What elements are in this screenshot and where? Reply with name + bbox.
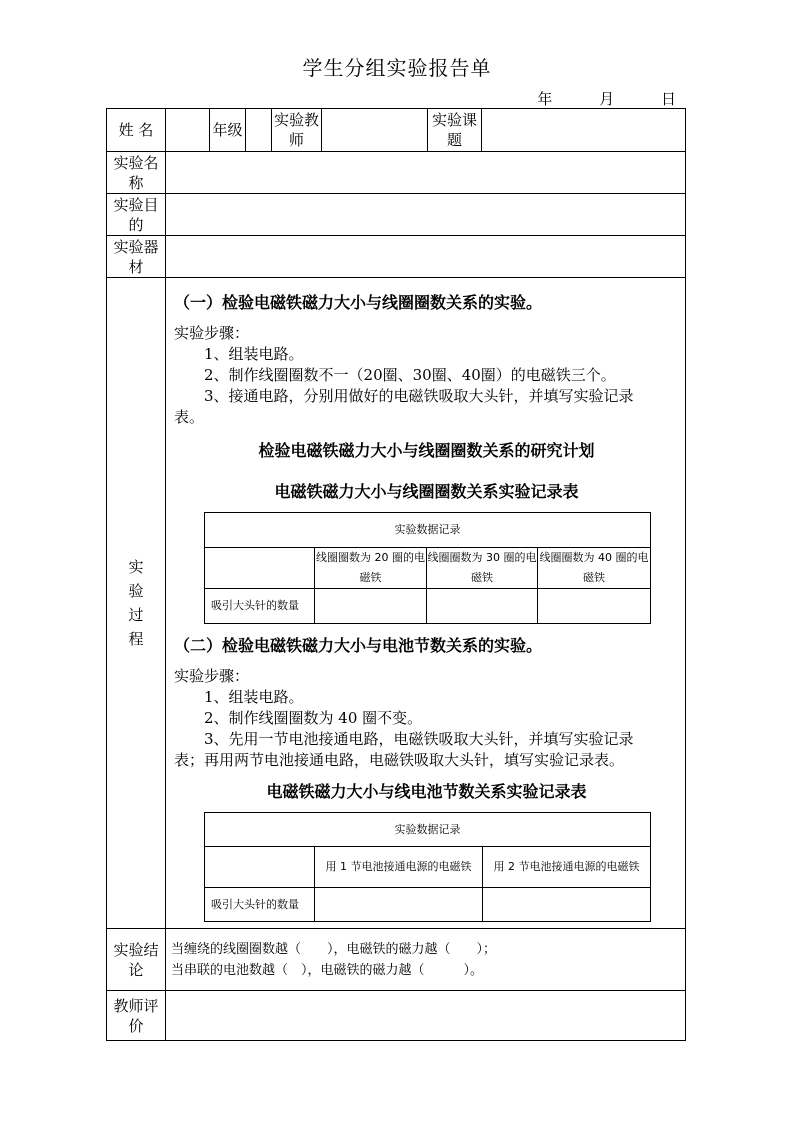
part1-row-label: 吸引大头针的数量 [205, 589, 315, 624]
part1-title: （一）检验电磁铁磁力大小与线圈圈数关系的实验。 [174, 293, 543, 312]
date-month: 月 [599, 90, 615, 108]
part1-step1: 1、组装电路。 [204, 345, 304, 363]
name-field[interactable] [166, 109, 210, 152]
page-title: 学生分组实验报告单 [302, 56, 492, 80]
exp-process-label [107, 278, 166, 929]
exp-conclusion-content [166, 929, 686, 991]
exp-name-field[interactable] [166, 152, 686, 194]
exp-process-content [166, 278, 686, 929]
exp-equipment-label: 实验器材 [107, 236, 166, 278]
part2-col-1battery: 用 1 节电池接通电源的电磁铁 [315, 847, 483, 888]
part2-col-2battery: 用 2 节电池接通电源的电磁铁 [483, 847, 651, 888]
part1-col-20: 线圈圈数为 20 圈的电磁铁 [315, 548, 427, 589]
topic-field[interactable] [482, 109, 686, 152]
part1-steps-label: 实验步骤： [174, 324, 250, 342]
part1-cell-30[interactable] [427, 589, 538, 624]
part1-step3: 3、接通电路，分别用做好的电磁铁吸取大头针，并填写实验记录 [204, 387, 634, 405]
part1-col-40: 线圈圈数为 40 圈的电磁铁 [538, 548, 651, 589]
teacher-field[interactable] [322, 109, 428, 152]
part1-table-corner [205, 548, 315, 589]
conclusion-line1: 当缠绕的线圈圈数越（ ），电磁铁的磁力越（ ）； [171, 941, 497, 957]
date-day: 日 [660, 90, 676, 108]
part2-step3: 3、先用一节电池接通电路，电磁铁吸取大头针，并填写实验记录 [204, 730, 634, 748]
name-label: 姓 名 [107, 109, 166, 152]
part1-step2: 2、制作线圈圈数不一（20圈、30圈、40圈）的电磁铁三个。 [204, 366, 616, 384]
part2-table-title: 电磁铁磁力大小与线电池节数关系实验记录表 [266, 782, 587, 801]
exp-conclusion-label: 实验结论 [107, 929, 166, 991]
exp-purpose-label: 实验目的 [107, 194, 166, 236]
part2-cell-1battery[interactable] [315, 888, 483, 922]
part1-record-table [204, 512, 651, 624]
part1-table-title: 电磁铁磁力大小与线圈圈数关系实验记录表 [274, 482, 579, 501]
exp-purpose-field[interactable] [166, 194, 686, 236]
part2-title: （二）检验电磁铁磁力大小与电池节数关系的实验。 [174, 636, 543, 655]
part1-plan-title: 检验电磁铁磁力大小与线圈圈数关系的研究计划 [258, 441, 595, 460]
part1-table-header: 实验数据记录 [205, 513, 651, 548]
teacher-eval-label: 教师评价 [107, 991, 166, 1041]
part2-step3-cont: 表；再用两节电池接通电路，电磁铁吸取大头针，填写实验记录表。 [174, 751, 625, 769]
report-table [106, 108, 686, 1041]
part1-step3-cont: 表。 [174, 408, 205, 426]
teacher-label: 实验教师 [272, 109, 322, 152]
conclusion-line2: 当串联的电池数越（ ），电磁铁的磁力越（ ）。 [171, 962, 484, 978]
grade-label: 年级 [210, 109, 246, 152]
date-line [495, 88, 676, 109]
part1-cell-40[interactable] [538, 589, 651, 624]
part2-table-header: 实验数据记录 [205, 813, 651, 847]
date-year: 年 [537, 90, 553, 108]
grade-field[interactable] [246, 109, 272, 152]
part1-col-30: 线圈圈数为 30 圈的电磁铁 [427, 548, 538, 589]
part2-record-table [204, 812, 651, 922]
topic-label: 实验课题 [428, 109, 482, 152]
part2-table-corner [205, 847, 315, 888]
exp-equipment-field[interactable] [166, 236, 686, 278]
part2-cell-2battery[interactable] [483, 888, 651, 922]
part2-step2: 2、制作线圈圈数为 40 圈不变。 [204, 709, 423, 727]
part2-row-label: 吸引大头针的数量 [205, 888, 315, 922]
teacher-eval-field[interactable] [166, 991, 686, 1041]
exp-name-label: 实验名称 [107, 152, 166, 194]
part2-steps-label: 实验步骤： [174, 667, 250, 685]
part2-step1: 1、组装电路。 [204, 688, 304, 706]
exp-process-label-text: 实验过程 [128, 558, 144, 648]
part1-cell-20[interactable] [315, 589, 427, 624]
